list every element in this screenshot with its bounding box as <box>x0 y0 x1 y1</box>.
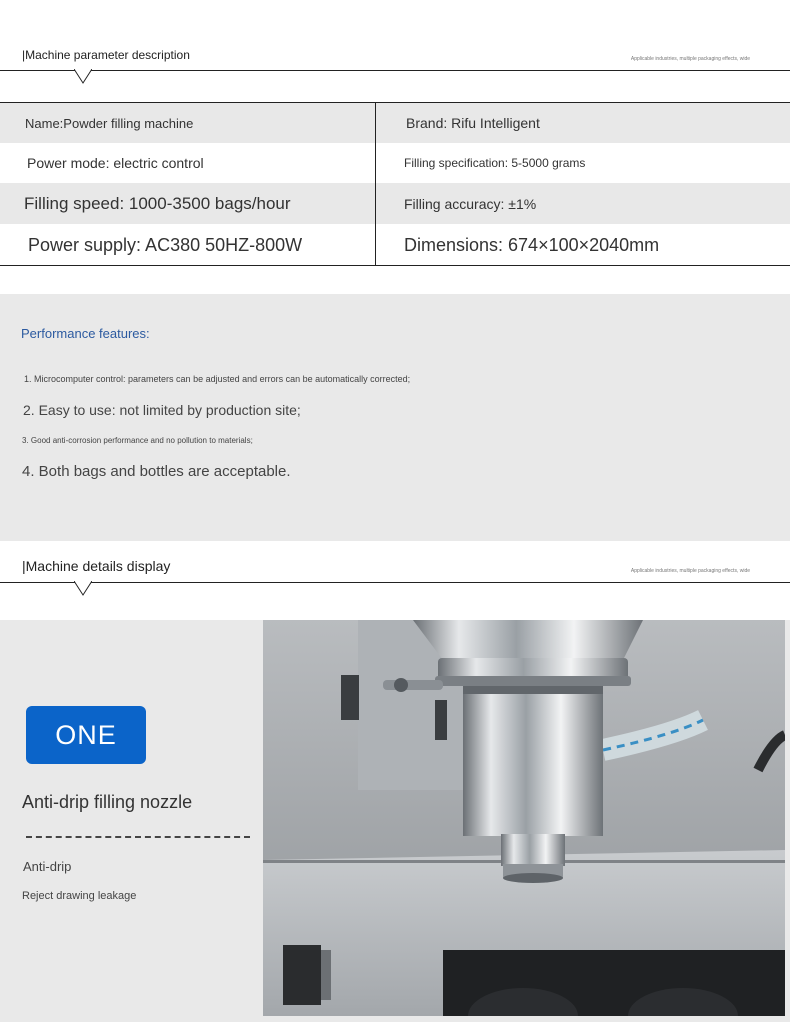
parameter-row <box>0 103 790 143</box>
features-title: Performance features: <box>21 326 150 341</box>
filling-nozzle-illustration <box>263 620 785 1016</box>
parameter-section-title: |Machine parameter description <box>22 48 190 62</box>
parameter-row <box>0 224 790 266</box>
header-notch-icon <box>74 69 92 85</box>
step-badge: ONE <box>26 706 146 764</box>
parameter-table <box>0 102 790 266</box>
details-section-note: Applicable industries, multiple packaging effects, wide <box>630 568 750 574</box>
parameter-power-mode: Power mode: electric control <box>27 155 204 171</box>
feature-item: 4. Both bags and bottles are acceptable. <box>22 463 291 480</box>
details-panel <box>0 620 790 1022</box>
header-rule <box>0 582 790 583</box>
parameter-filling-speed: Filling speed: 1000-3500 bags/hour <box>24 193 291 213</box>
filling-nozzle-photo <box>263 620 785 1016</box>
parameter-section-note: Applicable industries, multiple packaging effects, wide <box>630 56 750 62</box>
parameter-section-header <box>0 48 790 98</box>
features-panel <box>0 294 790 541</box>
feature-item: 3. Good anti-corrosion performance and no pollution to materials; <box>22 436 253 445</box>
parameter-row <box>0 143 790 183</box>
table-divider <box>375 103 376 265</box>
parameter-name: Name:Powder filling machine <box>25 115 194 131</box>
detail-title: Anti-drip filling nozzle <box>22 792 193 812</box>
detail-subtitle: Anti-drip <box>23 859 72 874</box>
feature-item: 1. Microcomputer control: parameters can be adjusted and errors can be automatically corrected; <box>24 374 411 384</box>
feature-item: 2. Easy to use: not limited by production site; <box>23 402 301 418</box>
header-notch-icon <box>74 581 92 597</box>
dashed-divider <box>26 836 250 838</box>
parameter-filling-accuracy: Filling accuracy: ±1% <box>404 195 537 212</box>
detail-description: Reject drawing leakage <box>22 890 137 902</box>
details-section-title: |Machine details display <box>22 558 171 574</box>
header-rule <box>0 70 790 71</box>
parameter-filling-spec: Filling specification: 5-5000 grams <box>404 156 586 170</box>
details-section-header <box>0 558 790 608</box>
parameter-row <box>0 183 790 224</box>
parameter-dimensions: Dimensions: 674×100×2040mm <box>404 234 660 255</box>
parameter-brand: Brand: Rifu Intelligent <box>406 115 540 131</box>
parameter-power-supply: Power supply: AC380 50HZ-800W <box>28 234 303 255</box>
